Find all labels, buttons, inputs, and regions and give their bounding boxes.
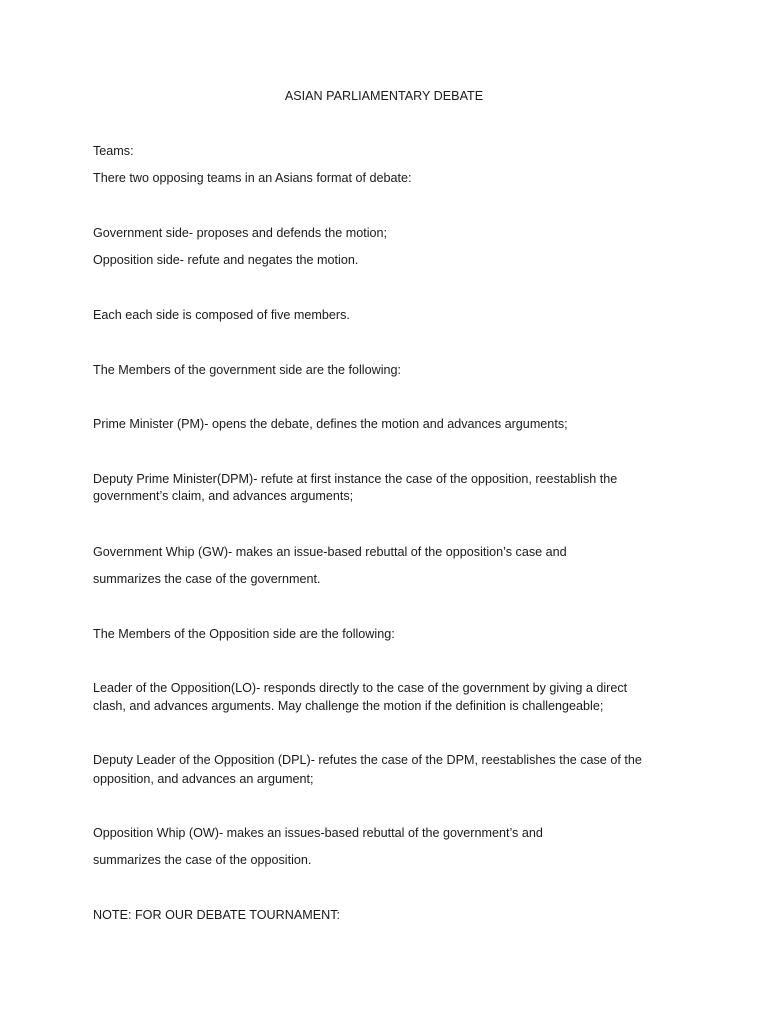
deputy-leader-opposition-text-line2: opposition, and advances an argument;: [93, 772, 314, 786]
government-side-text: Government side- proposes and defends the motion;: [93, 226, 388, 240]
opposition-side-text: Opposition side- refute and negates the motion.: [93, 253, 359, 267]
composition-text: Each each side is composed of five members.: [93, 308, 350, 322]
deputy-prime-minister-text-line2: government’s claim, and advances arguments;: [93, 489, 354, 503]
prime-minister-text: Prime Minister (PM)- opens the debate, defines the motion and advances arguments;: [93, 417, 568, 431]
opposition-whip-text-line1: Opposition Whip (OW)- makes an issues-based rebuttal of the government’s and: [93, 826, 543, 840]
opposition-whip-text-line2: summarizes the case of the opposition.: [93, 853, 312, 867]
opposition-members-heading: The Members of the Opposition side are the following:: [93, 627, 395, 641]
government-whip-text-line2: summarizes the case of the government.: [93, 572, 321, 586]
deputy-leader-opposition-text-line1: Deputy Leader of the Opposition (DPL)- refutes the case of the DPM, reestablishes the case of the: [93, 753, 642, 767]
government-members-heading: The Members of the government side are the following:: [93, 363, 402, 377]
leader-opposition-text-line2: clash, and advances arguments. May challenge the motion if the definition is challengeable;: [93, 699, 604, 713]
teams-heading: Teams:: [93, 144, 134, 158]
tournament-note: NOTE: FOR OUR DEBATE TOURNAMENT:: [93, 908, 340, 922]
government-whip-text-line1: Government Whip (GW)- makes an issue-based rebuttal of the opposition’s case and: [93, 545, 567, 559]
intro-paragraph: There two opposing teams in an Asians format of debate:: [93, 171, 412, 185]
document-title: ASIAN PARLIAMENTARY DEBATE: [284, 89, 484, 103]
leader-opposition-text-line1: Leader of the Opposition(LO)- responds directly to the case of the government by giving a direct: [93, 681, 628, 695]
deputy-prime-minister-text-line1: Deputy Prime Minister(DPM)- refute at first instance the case of the opposition, reestablish the: [93, 472, 618, 486]
